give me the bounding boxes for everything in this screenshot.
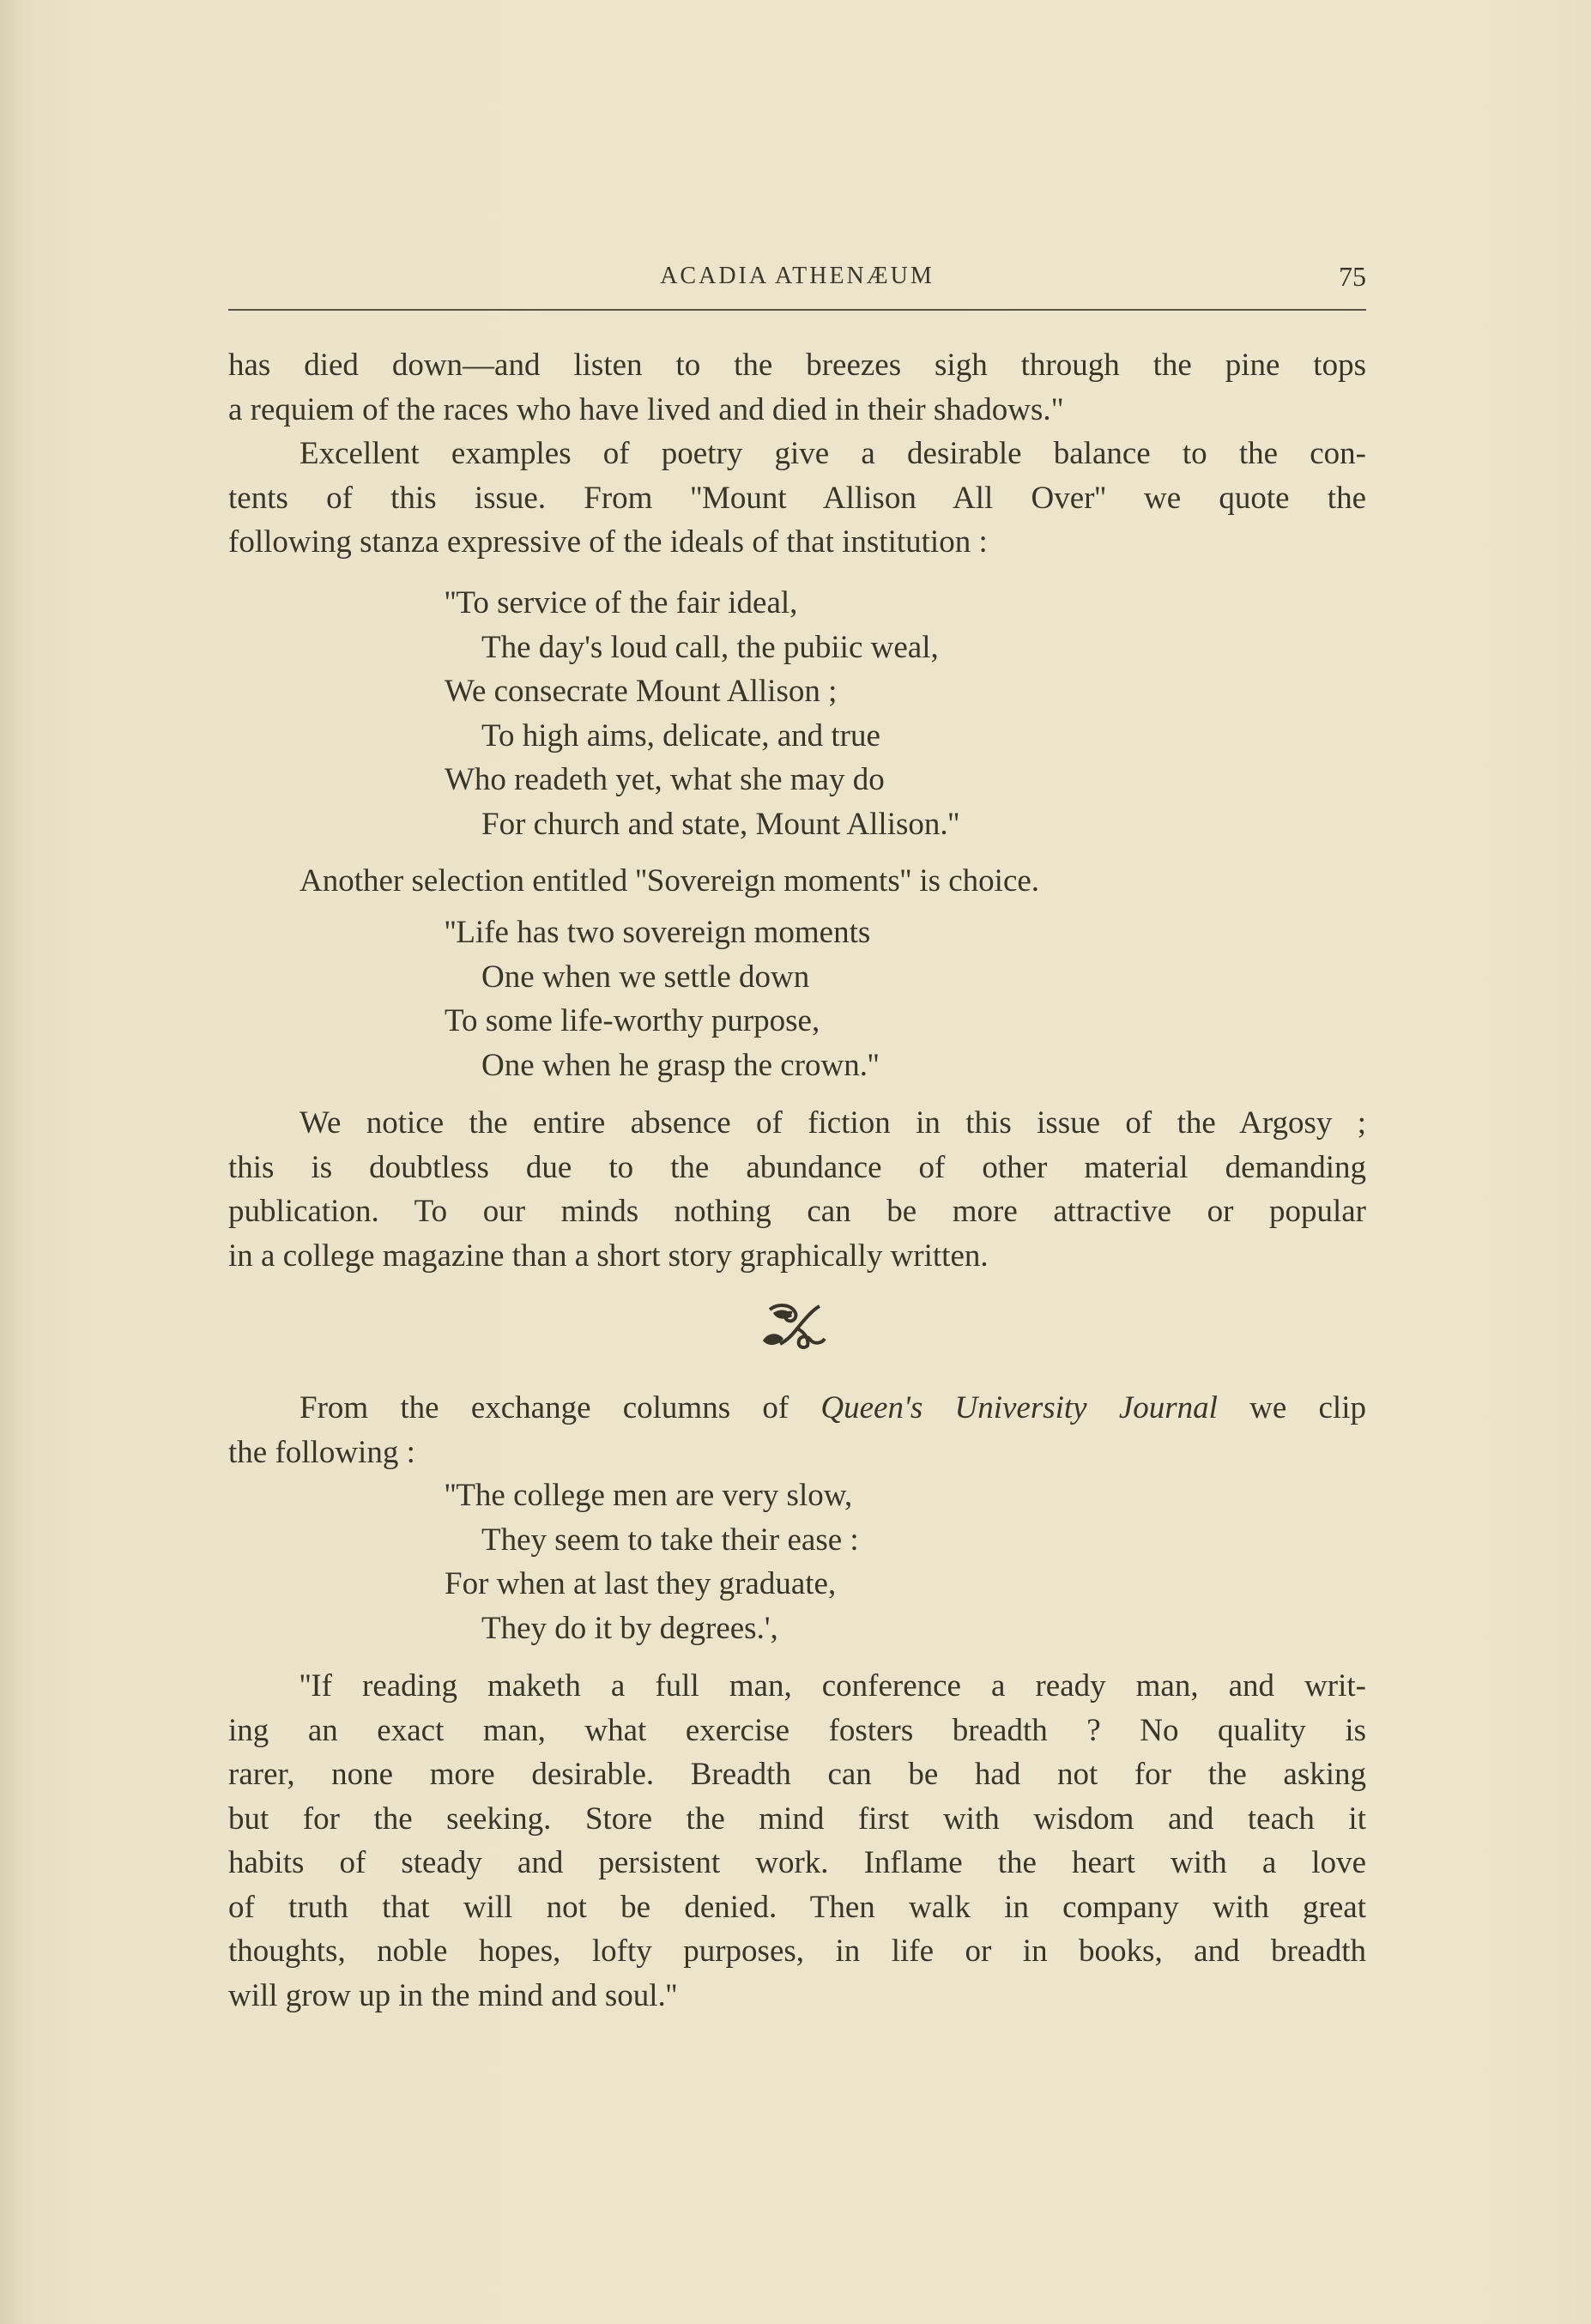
text-line: but for the seeking. Store the mind first with wisdom and teach it [228, 1800, 1366, 1837]
text-line: tents of this issue. From ''Mount Allison All Over'' we quote the [228, 480, 1366, 516]
page-header [228, 257, 1366, 311]
page-number: 75 [1339, 261, 1366, 292]
text-line: the following : [228, 1434, 415, 1470]
text-line: Another selection entitled ''Sovereign moments'' is choice. [299, 863, 1040, 899]
text-line: in a college magazine than a short story graphically written. [228, 1238, 989, 1274]
poem-line: Who readeth yet, what she may do [445, 762, 885, 797]
paragraph-selection-intro [228, 859, 1366, 904]
poem-line: For when at last they graduate, [445, 1566, 837, 1601]
fleuron-icon [758, 1301, 835, 1353]
paragraph-breadth-quote [228, 1664, 1366, 2018]
poem-college-men [445, 1474, 859, 1650]
text-line: Excellent examples of poetry give a desirable balance to the con- [299, 436, 1366, 471]
poem-line: To some life-worthy purpose, [445, 1003, 820, 1038]
paragraph-continuation [228, 343, 1366, 432]
text-line: thoughts, noble hopes, lofty purposes, in life or in books, and breadth [228, 1934, 1366, 1969]
text-line [228, 1386, 1366, 1431]
text-line: publication. To our minds nothing can be more attractive or popular [228, 1194, 1366, 1229]
journal-title: Queen's University Journal [820, 1390, 1218, 1425]
text-line: will grow up in the mind and soul.'' [228, 1977, 678, 2013]
text-line: ing an exact man, what exercise fosters breadth ? No quality is [228, 1712, 1366, 1748]
poem-line: ''Life has two sovereign moments [445, 915, 871, 950]
poem-line: The day's loud call, the pubiic weal, [481, 629, 939, 665]
text-line: of truth that will not be denied. Then walk in company with great [228, 1889, 1366, 1925]
paragraph-poetry-intro [228, 432, 1366, 565]
text-line: following stanza expressive of the ideals of that institution : [228, 524, 988, 560]
poem-line: For church and state, Mount Allison.'' [481, 806, 959, 842]
poem-line: We consecrate Mount Allison ; [445, 674, 838, 709]
poem-line: They do it by degrees.', [481, 1610, 778, 1646]
text-line: habits of steady and persistent work. Inflame the heart with a love [228, 1845, 1366, 1880]
poem-line: ''The college men are very slow, [445, 1478, 853, 1513]
poem-mount-allison [445, 581, 959, 846]
text-run: we clip [1217, 1390, 1366, 1425]
text-line: has died down—and listen to the breezes sigh through the pine tops [228, 348, 1366, 383]
text-line: a requiem of the races who have lived and died in their shadows." [228, 391, 1064, 427]
paragraph-exchange-columns [228, 1386, 1366, 1474]
running-head: ACADIA ATHENÆUM [660, 263, 935, 289]
text-line: rarer, none more desirable. Breadth can be had not for the asking [228, 1757, 1366, 1792]
poem-line: To high aims, delicate, and true [481, 717, 880, 753]
poem-line: ''To service of the fair ideal, [445, 585, 798, 620]
poem-sovereign-moments [445, 911, 879, 1087]
paragraph-fiction [228, 1101, 1366, 1278]
text-line: We notice the entire absence of fiction in this issue of the Argosy ; [299, 1105, 1366, 1141]
poem-line: They seem to take their ease : [481, 1522, 859, 1558]
poem-line: One when he grasp the crown.'' [481, 1047, 880, 1083]
poem-line: One when we settle down [481, 959, 810, 995]
text-line: this is doubtless due to the abundance of other material demanding [228, 1149, 1366, 1185]
text-line: ''If reading maketh a full man, conference a ready man, and writ- [299, 1668, 1366, 1704]
text-run: From the exchange columns of [299, 1390, 821, 1425]
